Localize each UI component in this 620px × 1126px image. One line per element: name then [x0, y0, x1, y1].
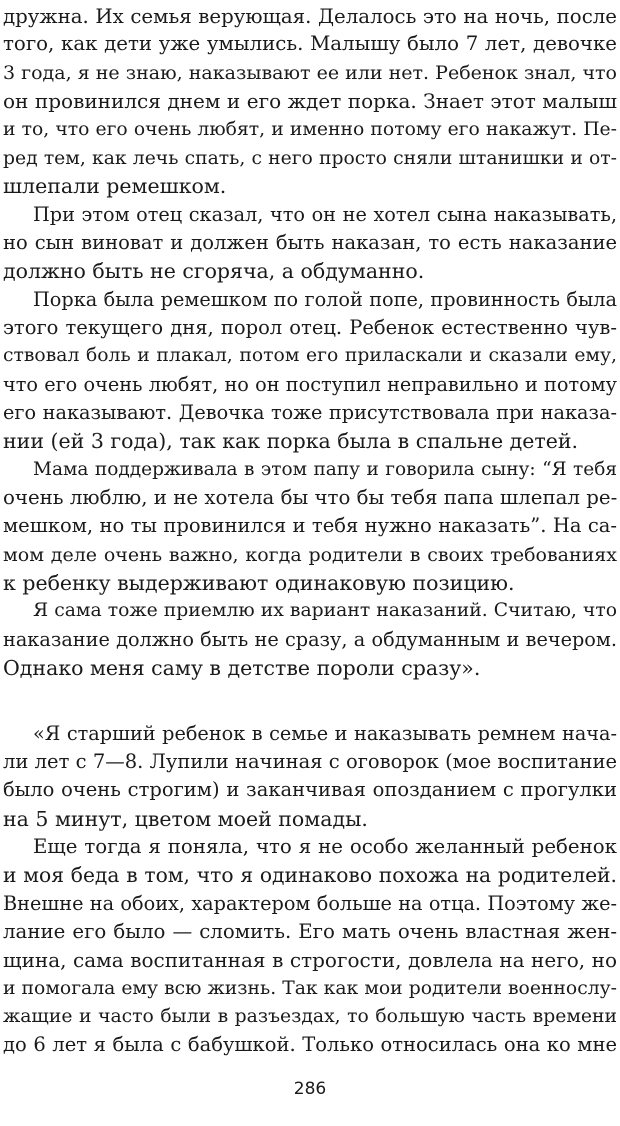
text-line: мешком, но ты провинился и тебя нужно наказать”. На са-: [3, 514, 617, 537]
text-line: и помогала ему всю жизнь. Так как мои родители военнослу-: [3, 978, 617, 999]
text-line: он провинился днем и его ждет порка. Знает этот малыш: [3, 89, 617, 113]
text-line: того, как дети уже умылись. Малышу было 7 лет, девочке: [3, 32, 617, 55]
text-line: шлепали ремешком.: [3, 174, 227, 198]
text-line: должно быть не сгоряча, а обдуманно.: [3, 259, 425, 283]
text-line: что его очень любят, но он поступил неправильно и потому: [3, 373, 617, 396]
text-line: этого текущего дня, порол отец. Ребенок естественно чув-: [3, 316, 617, 339]
text-line: дружна. Их семья верующая. Делалось это на ночь, после: [3, 5, 617, 28]
text-line: нии (ей 3 года), так как порка была в спальне детей.: [3, 429, 579, 453]
paragraph-first-line: Мама поддерживала в этом папу и говорила сыну: “Я тебя: [33, 459, 617, 480]
text-line: его наказывают. Девочка тоже присутствовала при наказа-: [3, 401, 617, 424]
text-line: к ребенку выдерживают одинаковую позицию.: [3, 571, 515, 595]
text-line: но сын виноват и должен быть наказан, то есть наказание: [3, 231, 617, 254]
paragraph-first-line: Еще тогда я поняла, что я не особо желанный ребенок: [33, 835, 617, 858]
text-line: ствовал боль и плакал, потом его приласкали и сказали ему,: [3, 345, 617, 366]
paragraph-first-line: Я сама тоже приемлю их вариант наказаний. Считаю, что: [33, 600, 617, 621]
text-line: ли лет с 7—8. Лупили начиная с оговорок (мое воспитание: [3, 750, 617, 773]
page-number: 286: [293, 1079, 327, 1099]
text-line: на 5 минут, цветом моей помады.: [3, 807, 368, 831]
text-line: ред тем, как лечь спать, с него просто сняли штанишки и от-: [3, 148, 617, 169]
text-line: было очень строгим) и заканчивая опозданием с прогулки: [3, 778, 617, 801]
paragraph-first-line: «Я старший ребенок в семье и наказывать ремнем нача-: [33, 722, 617, 745]
text-line: 3 года, я не знаю, наказывают ее или нет. Ребенок знал, что: [3, 62, 617, 84]
paragraph-first-line: При этом отец сказал, что он не хотел сына наказывать,: [33, 203, 617, 226]
text-line: наказание должно быть не сразу, а обдуманным и вечером.: [3, 628, 617, 651]
paragraph-first-line: Порка была ремешком по голой попе, провинность была: [33, 288, 617, 311]
text-line: и моя беда в том, что я одинаково похожа на родителей.: [3, 863, 617, 887]
text-line: до 6 лет я была с бабушкой. Только относилась она ко мне: [3, 1033, 617, 1056]
text-line: и то, что его очень любят, и именно потому его накажут. Пе-: [3, 119, 617, 140]
text-line: мом деле очень важно, когда родители в своих требованиях: [3, 544, 617, 566]
text-line: очень люблю, и не хотела бы что бы тебя папа шлепал ре-: [3, 486, 617, 509]
text-line: щина, сама воспитанная в строгости, довлела на него, но: [3, 948, 617, 972]
text-line: Однако меня саму в детстве пороли сразу».: [3, 656, 481, 680]
text-line: лание его было — сломить. Его мать очень властная жен-: [3, 920, 617, 943]
text-line: жащие и часто были в разъездах, то большую часть времени: [3, 1006, 617, 1027]
text-line: Внешне на обоих, характером больше на отца. Поэтому же-: [3, 892, 617, 915]
